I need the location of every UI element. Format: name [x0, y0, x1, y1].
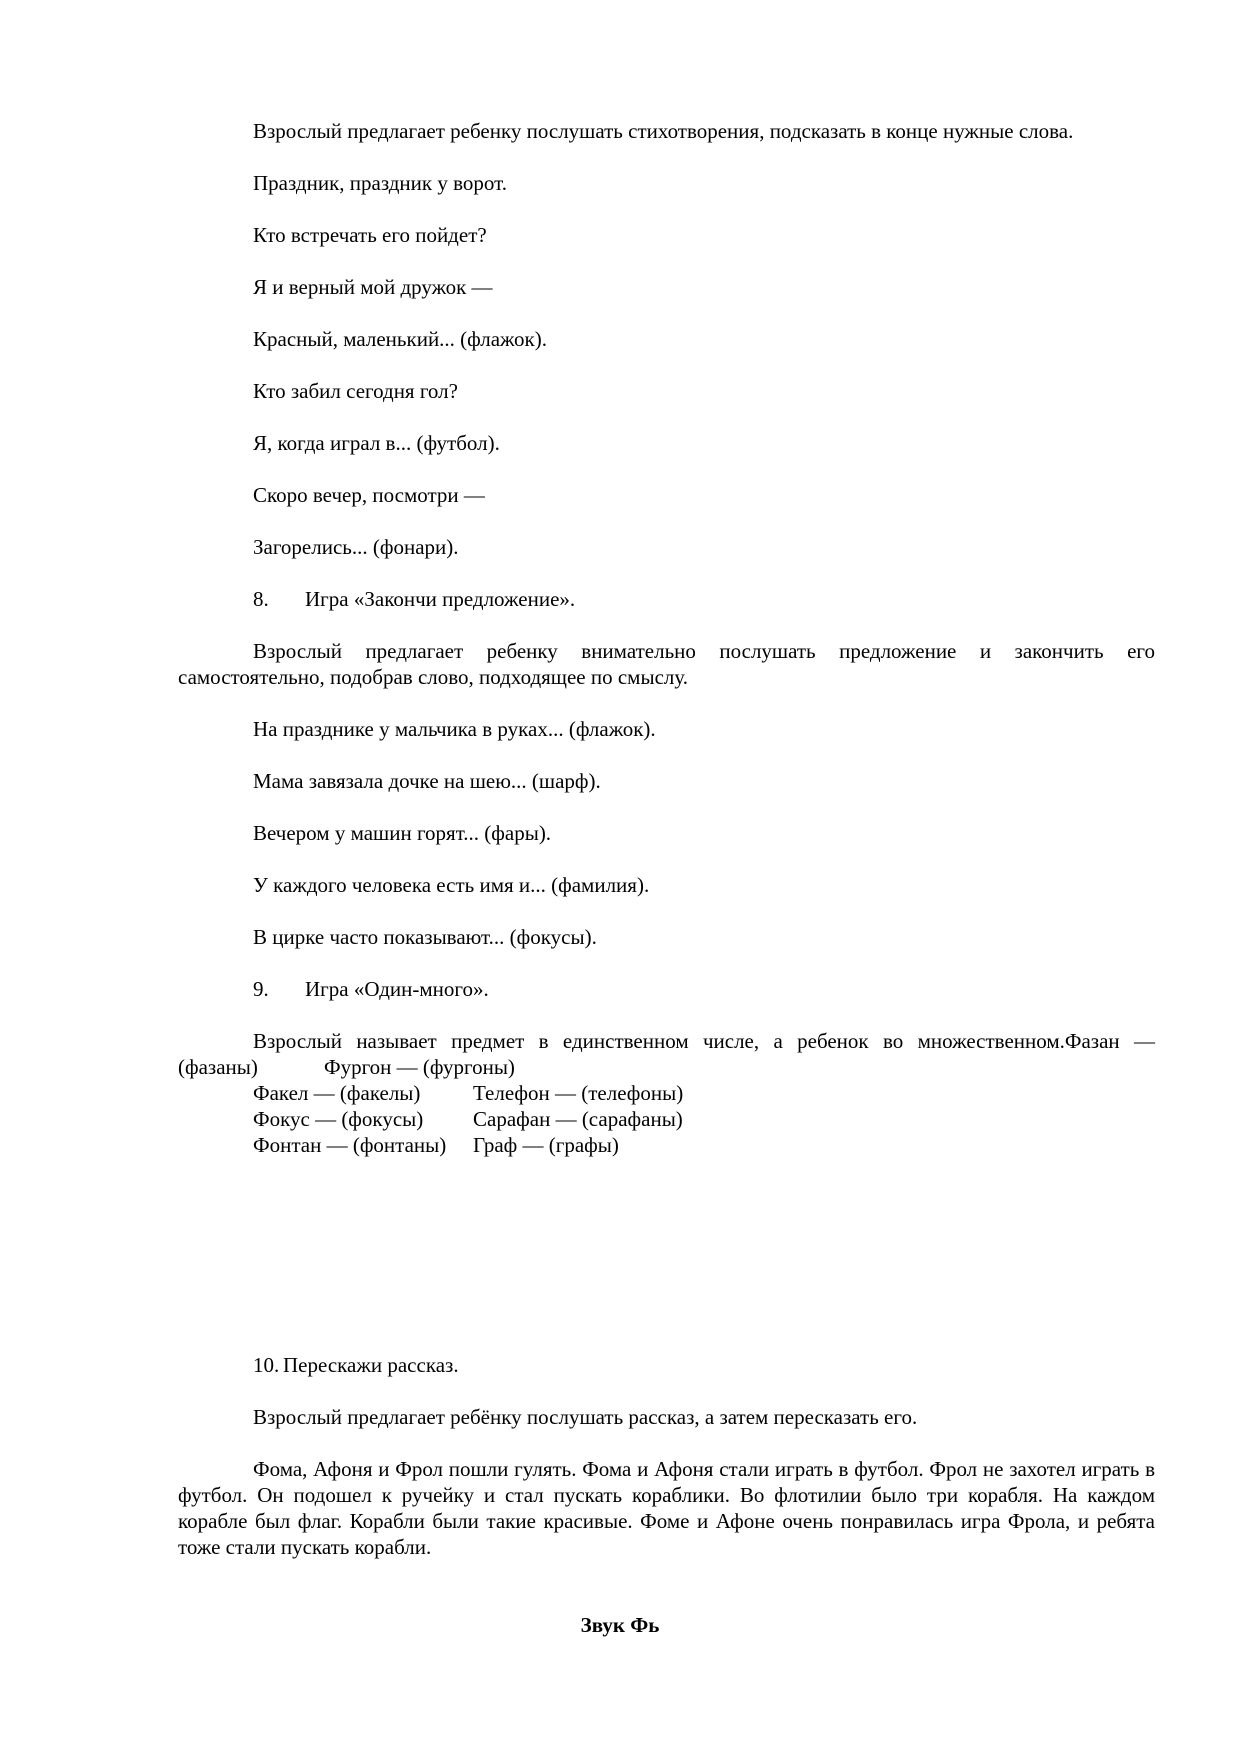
game8-heading: [253, 586, 575, 612]
poem-line-5: Кто забил сегодня гол?: [253, 379, 458, 403]
game9-pair-3-single: Фонтан — (фонтаны): [253, 1133, 447, 1157]
game9-number: 9.: [253, 977, 269, 1001]
poem-line-8: Загорелись... (фонари).: [253, 535, 459, 559]
game8-sentence-5: В цирке часто показывают... (фокусы).: [253, 925, 597, 949]
game9-heading: [253, 976, 489, 1002]
game9-pair-2-single: Фокус — (фокусы): [253, 1107, 424, 1131]
task10-title: Перескажи рассказ.: [283, 1353, 459, 1377]
game9-title: Игра «Один-много».: [305, 977, 489, 1001]
task10-intro: Взрослый предлагает ребёнку послушать рассказ, а затем пересказать его.: [253, 1405, 918, 1429]
intro-poems: Взрослый предлагает ребенку послушать стихотворения, подсказать в конце нужные слова.: [253, 119, 1074, 143]
game9-intro-line1: Взрослый называет предмет в единственном числе, а ребенок во множественном.Фазан —: [253, 1029, 1155, 1053]
task10-story: Фома, Афоня и Фрол пошли гулять. Фома и Афоня стали играть в футбол. Фрол не захотел играть в футбол. Он подошел к ручейку и стал пускать кораблики. Во флотилии было три корабля. На каждом корабле был флаг. Корабли были такие красивые. Фоме и Афоне очень понравилась игра Фрола, и ребята тоже стали пускать корабли.: [178, 1457, 1155, 1559]
poem-line-4: Красный, маленький... (флажок).: [253, 327, 547, 351]
game8-sentence-1: На празднике у мальчика в руках... (флажок).: [253, 717, 656, 741]
game9-pair-row-3: [253, 1132, 619, 1158]
game9-intro-word-a: (фазаны): [178, 1055, 258, 1079]
game8-sentence-3: Вечером у машин горят... (фары).: [253, 821, 552, 845]
poem-line-7: Скоро вечер, посмотри —: [253, 483, 485, 507]
game8-number: 8.: [253, 587, 269, 611]
game9-pair-3-plural: Граф — (графы): [473, 1133, 619, 1157]
poem-line-2: Кто встречать его пойдет?: [253, 223, 487, 247]
game8-intro: Взрослый предлагает ребенку внимательно послушать предложение и закончить его самостоятельно, подобрав слово, подходящее по смыслу.: [178, 639, 1155, 689]
poem-line-6: Я, когда играл в... (футбол).: [253, 431, 500, 455]
game9-intro-line2: [178, 1054, 515, 1080]
game8-sentence-2: Мама завязала дочке на шею... (шарф).: [253, 769, 601, 793]
game9-pair-1-plural: Телефон — (телефоны): [473, 1081, 684, 1105]
game9-pair-row-1: [253, 1080, 683, 1106]
game9-pair-2-plural: Сарафан — (сарафаны): [473, 1107, 683, 1131]
game8-title: Игра «Закончи предложение».: [305, 587, 576, 611]
task10-heading: [253, 1352, 459, 1378]
game9-intro-word-b: Фургон — (фургоны): [324, 1055, 515, 1079]
game9-pair-1-single: Факел — (факелы): [253, 1081, 421, 1105]
game9-pair-row-2: [253, 1106, 683, 1132]
task10-number: 10.: [253, 1353, 280, 1377]
game8-sentence-4: У каждого человека есть имя и... (фамилия).: [253, 873, 650, 897]
poem-line-1: Праздник, праздник у ворот.: [253, 171, 507, 195]
section-heading: Звук Фь: [580, 1613, 660, 1637]
poem-line-3: Я и верный мой дружок —: [253, 275, 493, 299]
